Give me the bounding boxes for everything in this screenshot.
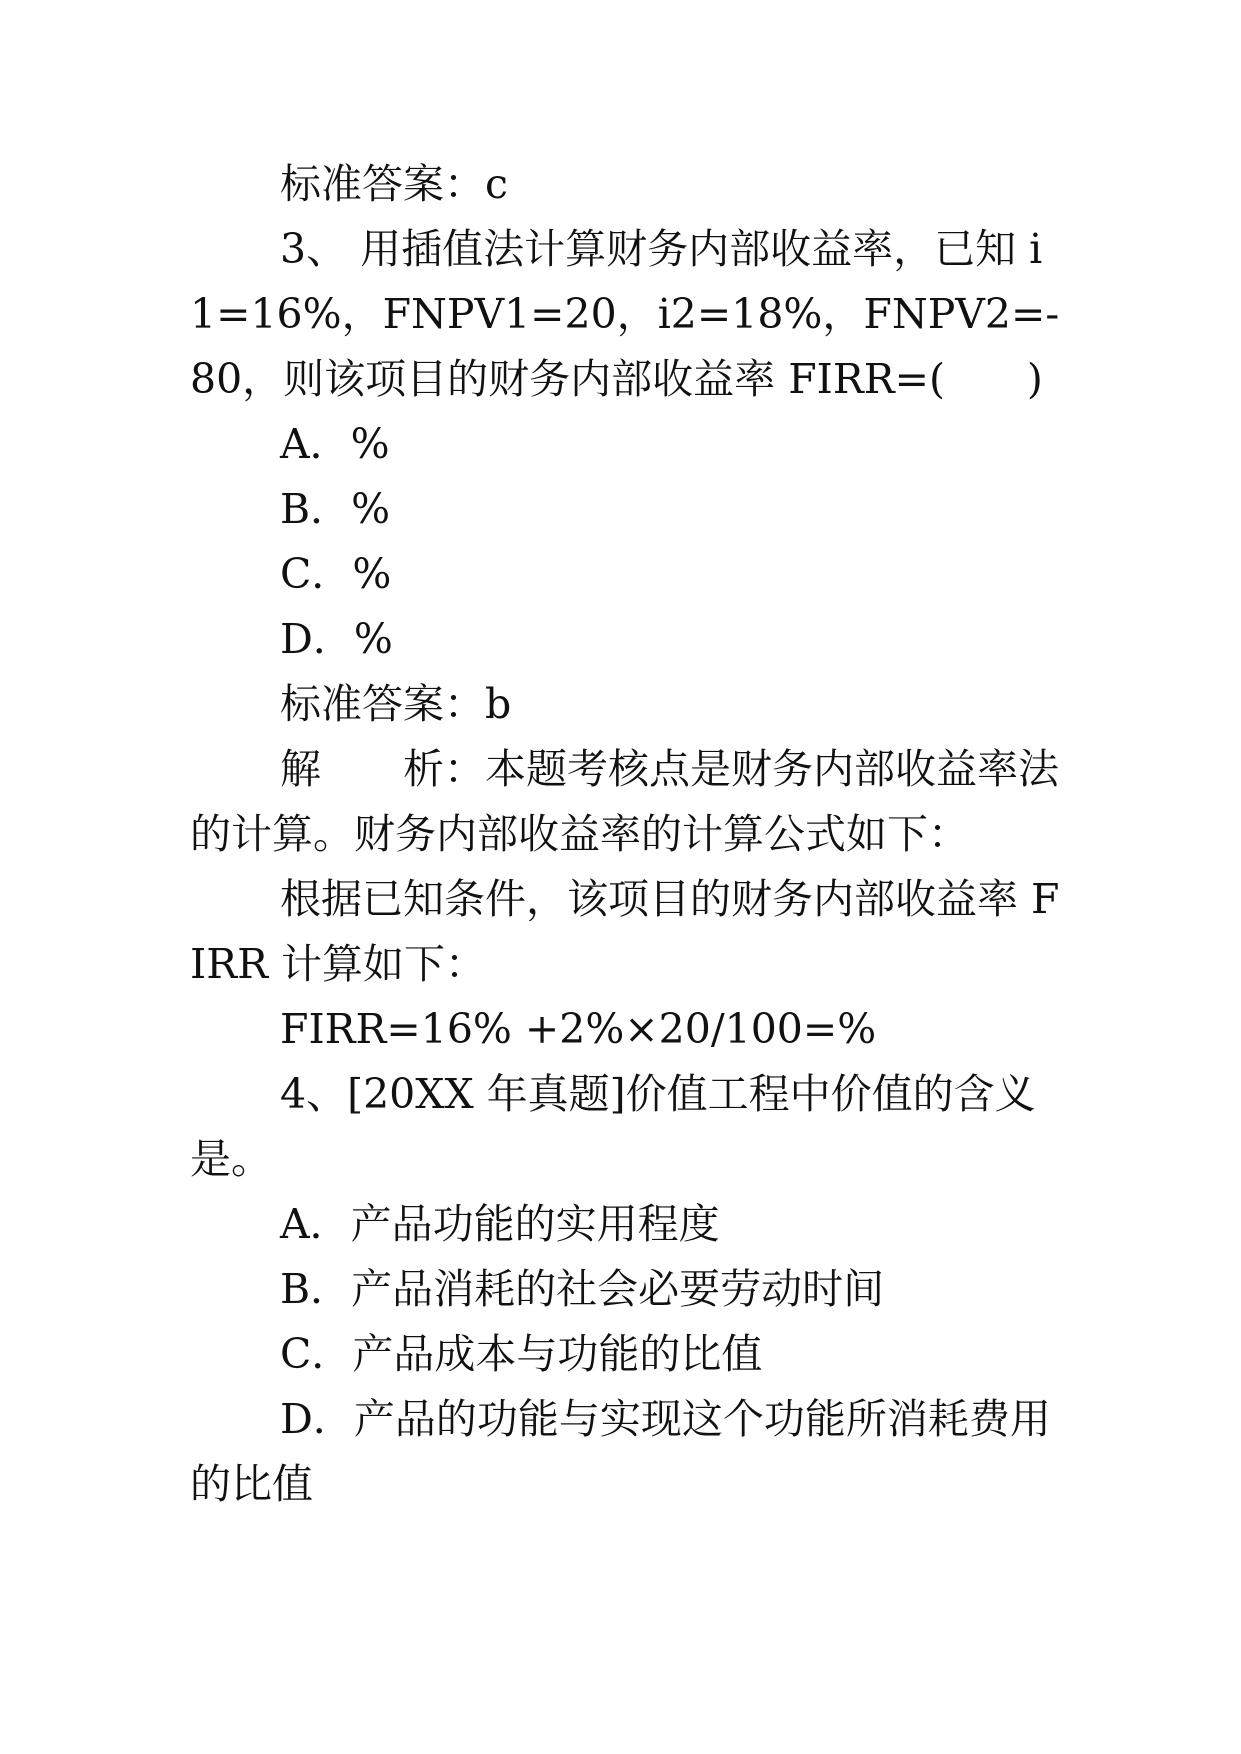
answer-line-q2: 标准答案：c [280,160,508,208]
question-4-option-b: B．产品消耗的社会必要劳动时间 [280,1265,885,1313]
firr-formula: FIRR=16% +2%×20/100=% [280,1005,877,1053]
answer-line-q3: 标准答案：b [280,680,512,728]
question-3-option-a: A．% [280,420,390,468]
question-4-option-d: D．产品的功能与实现这个功能所消耗费用的比值 [190,1395,1051,1508]
analysis-paragraph: 解 析：本题考核点是财务内部收益率法的计算。财务内部收益率的计算公式如下： [190,745,1059,858]
question-3-option-b: B．% [280,485,391,533]
question-3-option-c: C．% [280,550,392,598]
question-3-stem: 3、 用插值法计算财务内部收益率，已知 i1=16%，FNPV1=20，i2=18%，FNPV2=-80，则该项目的财务内部收益率 FIRR=( ) [190,225,1060,403]
question-4-option-c: C．产品成本与功能的比值 [280,1330,763,1378]
calculation-intro: 根据已知条件，该项目的财务内部收益率 FIRR 计算如下： [190,875,1060,988]
document-body [190,152,1060,1517]
question-3-option-d: D．% [280,615,393,663]
question-4-option-a: A．产品功能的实用程度 [280,1200,720,1248]
question-4-stem: 4、[20XX 年真题]价值工程中价值的含义是。 [190,1070,1036,1183]
